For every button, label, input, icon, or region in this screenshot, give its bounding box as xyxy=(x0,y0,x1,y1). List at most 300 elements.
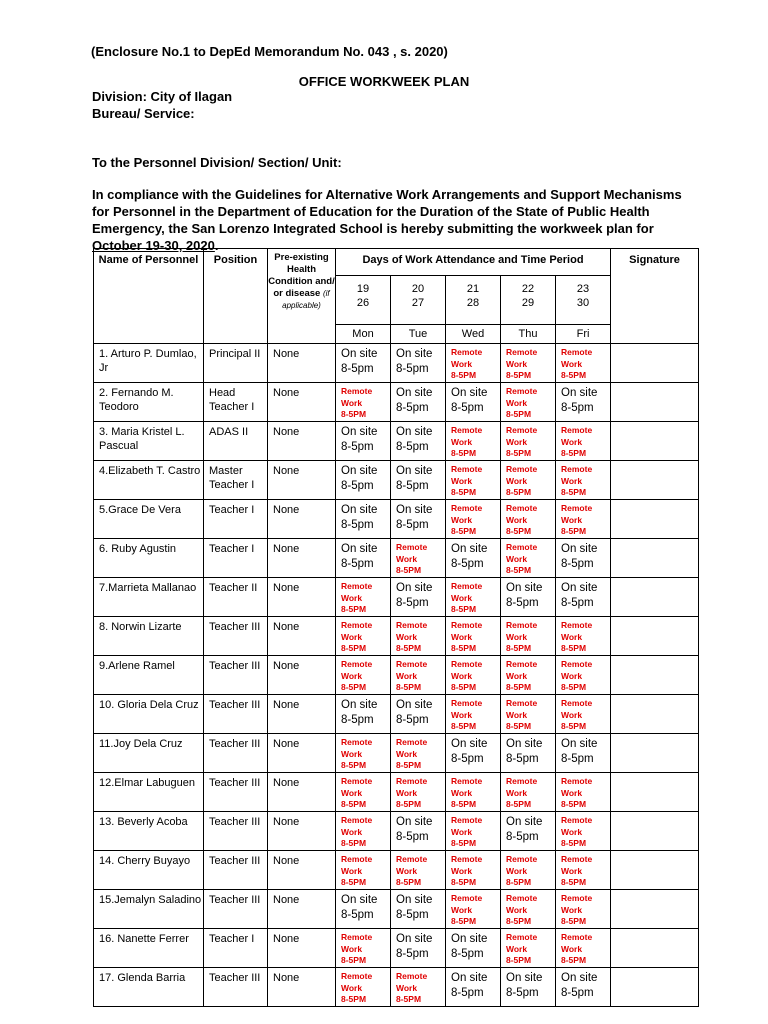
header-date-col-1 xyxy=(336,276,391,325)
remote-label: Remote xyxy=(451,620,483,630)
remote-label: Remote xyxy=(561,503,593,513)
attendance-remote-work xyxy=(336,617,391,656)
attendance-remote-work xyxy=(501,890,556,929)
health-condition: None xyxy=(268,617,336,656)
signature-cell xyxy=(611,773,699,812)
remote-hours: 8-5PM xyxy=(506,643,532,653)
remote-hours: 8-5PM xyxy=(341,994,367,1004)
attendance-on-site xyxy=(336,461,391,500)
remote-label: Remote xyxy=(451,698,483,708)
remote-work-label: Work xyxy=(341,865,363,876)
attendance-remote-work xyxy=(336,812,391,851)
attendance-remote-work xyxy=(556,461,611,500)
remote-hours: 8-5PM xyxy=(341,760,367,770)
remote-work-label: Work xyxy=(396,865,418,876)
remote-work-label: Work xyxy=(561,514,583,525)
attendance-remote-work xyxy=(446,344,501,383)
on-site-hours: 8-5pm xyxy=(396,597,429,609)
personnel-name: 9.Arlene Ramel xyxy=(94,656,204,695)
remote-hours: 8-5PM xyxy=(396,799,422,809)
personnel-position: Teacher III xyxy=(204,695,268,734)
remote-label: Remote xyxy=(506,659,538,669)
on-site-hours: 8-5pm xyxy=(396,402,429,414)
attendance-on-site xyxy=(391,344,446,383)
personnel-name: 14. Cherry Buyayo xyxy=(94,851,204,890)
personnel-position: ADAS II xyxy=(204,422,268,461)
remote-label: Remote xyxy=(561,464,593,474)
remote-work-label: Work xyxy=(396,631,418,642)
remote-work-label: Work xyxy=(396,553,418,564)
remote-work-label: Work xyxy=(451,904,473,915)
remote-work-label: Work xyxy=(341,787,363,798)
date-week-1: 22 xyxy=(521,283,535,295)
on-site-label: On site xyxy=(341,504,378,516)
attendance-on-site xyxy=(501,578,556,617)
signature-cell xyxy=(611,851,699,890)
personnel-position: Teacher III xyxy=(204,617,268,656)
personnel-name: 2. Fernando M. Teodoro xyxy=(94,383,204,422)
personnel-name: 4.Elizabeth T. Castro xyxy=(94,461,204,500)
remote-label: Remote xyxy=(341,815,373,825)
remote-label: Remote xyxy=(451,776,483,786)
on-site-label: On site xyxy=(396,894,433,906)
on-site-label: On site xyxy=(506,816,543,828)
attendance-remote-work xyxy=(391,539,446,578)
attendance-on-site xyxy=(391,383,446,422)
personnel-position: Teacher II xyxy=(204,578,268,617)
remote-hours: 8-5PM xyxy=(561,448,587,458)
attendance-on-site xyxy=(446,734,501,773)
attendance-remote-work xyxy=(336,968,391,1007)
on-site-hours: 8-5pm xyxy=(341,480,374,492)
attendance-remote-work xyxy=(556,812,611,851)
attendance-remote-work xyxy=(446,695,501,734)
remote-hours: 8-5PM xyxy=(451,682,477,692)
remote-work-label: Work xyxy=(506,865,528,876)
attendance-remote-work xyxy=(391,773,446,812)
remote-work-label: Work xyxy=(451,358,473,369)
remote-label: Remote xyxy=(341,386,373,396)
personnel-position: Master Teacher I xyxy=(204,461,268,500)
attendance-remote-work xyxy=(556,851,611,890)
remote-work-label: Work xyxy=(506,787,528,798)
remote-work-label: Work xyxy=(451,631,473,642)
on-site-hours: 8-5pm xyxy=(341,519,374,531)
signature-cell xyxy=(611,734,699,773)
health-condition: None xyxy=(268,461,336,500)
remote-work-label: Work xyxy=(451,592,473,603)
remote-label: Remote xyxy=(506,386,538,396)
remote-work-label: Work xyxy=(451,514,473,525)
remote-label: Remote xyxy=(506,347,538,357)
personnel-name: 13. Beverly Acoba xyxy=(94,812,204,851)
on-site-label: On site xyxy=(341,894,378,906)
attendance-remote-work xyxy=(336,851,391,890)
attendance-on-site xyxy=(446,383,501,422)
workweek-period: October 19-30, 2020 xyxy=(92,238,215,253)
personnel-position: Teacher III xyxy=(204,773,268,812)
remote-label: Remote xyxy=(341,854,373,864)
attendance-remote-work xyxy=(501,383,556,422)
remote-label: Remote xyxy=(561,425,593,435)
remote-label: Remote xyxy=(561,932,593,942)
remote-hours: 8-5PM xyxy=(506,526,532,536)
remote-work-label: Work xyxy=(341,670,363,681)
on-site-label: On site xyxy=(506,582,543,594)
on-site-hours: 8-5pm xyxy=(396,480,429,492)
on-site-hours: 8-5pm xyxy=(561,558,594,570)
attendance-remote-work xyxy=(391,968,446,1007)
attendance-on-site xyxy=(336,695,391,734)
on-site-label: On site xyxy=(451,738,488,750)
on-site-hours: 8-5pm xyxy=(341,714,374,726)
remote-work-label: Work xyxy=(451,865,473,876)
attendance-remote-work xyxy=(501,344,556,383)
on-site-label: On site xyxy=(451,387,488,399)
header-date-col-5 xyxy=(556,276,611,325)
remote-label: Remote xyxy=(451,464,483,474)
remote-label: Remote xyxy=(561,854,593,864)
attendance-on-site xyxy=(556,539,611,578)
personnel-name: 10. Gloria Dela Cruz xyxy=(94,695,204,734)
on-site-label: On site xyxy=(396,465,433,477)
personnel-name: 16. Nanette Ferrer xyxy=(94,929,204,968)
remote-hours: 8-5PM xyxy=(341,682,367,692)
remote-hours: 8-5PM xyxy=(341,955,367,965)
date-week-2: 26 xyxy=(356,297,370,309)
attendance-remote-work xyxy=(336,773,391,812)
remote-label: Remote xyxy=(396,737,428,747)
attendance-remote-work xyxy=(391,656,446,695)
attendance-remote-work xyxy=(556,344,611,383)
on-site-hours: 8-5pm xyxy=(341,441,374,453)
header-weekday-5: Fri xyxy=(556,325,611,344)
on-site-hours: 8-5pm xyxy=(506,753,539,765)
attendance-on-site xyxy=(501,812,556,851)
remote-label: Remote xyxy=(451,503,483,513)
remote-hours: 8-5PM xyxy=(341,877,367,887)
date-week-2: 27 xyxy=(411,297,425,309)
attendance-remote-work xyxy=(336,929,391,968)
on-site-hours: 8-5pm xyxy=(561,987,594,999)
header-date-col-4 xyxy=(501,276,556,325)
date-week-1: 23 xyxy=(576,283,590,295)
remote-work-label: Work xyxy=(396,670,418,681)
on-site-label: On site xyxy=(396,582,433,594)
table-row xyxy=(94,773,699,812)
attendance-remote-work xyxy=(446,422,501,461)
signature-cell xyxy=(611,812,699,851)
remote-label: Remote xyxy=(396,620,428,630)
remote-label: Remote xyxy=(506,620,538,630)
attendance-remote-work xyxy=(556,617,611,656)
remote-label: Remote xyxy=(341,971,373,981)
signature-cell xyxy=(611,929,699,968)
health-condition: None xyxy=(268,773,336,812)
attendance-remote-work xyxy=(336,383,391,422)
personnel-name: 12.Elmar Labuguen xyxy=(94,773,204,812)
remote-hours: 8-5PM xyxy=(451,370,477,380)
on-site-label: On site xyxy=(396,699,433,711)
personnel-position: Head Teacher I xyxy=(204,383,268,422)
on-site-label: On site xyxy=(396,426,433,438)
remote-hours: 8-5PM xyxy=(396,643,422,653)
on-site-label: On site xyxy=(451,972,488,984)
health-condition: None xyxy=(268,578,336,617)
remote-hours: 8-5PM xyxy=(396,994,422,1004)
attendance-remote-work xyxy=(501,773,556,812)
on-site-hours: 8-5pm xyxy=(506,987,539,999)
remote-work-label: Work xyxy=(341,631,363,642)
attendance-remote-work xyxy=(556,929,611,968)
on-site-label: On site xyxy=(451,543,488,555)
remote-label: Remote xyxy=(506,464,538,474)
health-condition: None xyxy=(268,890,336,929)
remote-hours: 8-5PM xyxy=(451,448,477,458)
signature-cell xyxy=(611,539,699,578)
remote-work-label: Work xyxy=(451,436,473,447)
remote-label: Remote xyxy=(451,347,483,357)
personnel-position: Teacher III xyxy=(204,851,268,890)
remote-work-label: Work xyxy=(341,592,363,603)
attendance-on-site xyxy=(556,383,611,422)
attendance-remote-work xyxy=(501,851,556,890)
remote-work-label: Work xyxy=(561,670,583,681)
personnel-position: Teacher I xyxy=(204,929,268,968)
remote-work-label: Work xyxy=(451,826,473,837)
header-weekday-4: Thu xyxy=(501,325,556,344)
remote-label: Remote xyxy=(396,854,428,864)
on-site-label: On site xyxy=(396,933,433,945)
remote-label: Remote xyxy=(561,893,593,903)
health-condition: None xyxy=(268,695,336,734)
on-site-hours: 8-5pm xyxy=(396,441,429,453)
remote-work-label: Work xyxy=(506,514,528,525)
attendance-on-site xyxy=(446,929,501,968)
on-site-hours: 8-5pm xyxy=(561,753,594,765)
personnel-position: Teacher III xyxy=(204,734,268,773)
paragraph-main-text: In compliance with the Guidelines for Alternative Work Arrangements and Support Mechanisms for Personnel in the Department of Education for the Duration of the State of Public Health Emergency, the San Lorenzo Integrated School is hereby submitting the workweek plan for xyxy=(92,187,682,236)
date-week-1: 21 xyxy=(466,283,480,295)
remote-hours: 8-5PM xyxy=(451,643,477,653)
attendance-on-site xyxy=(391,812,446,851)
attendance-remote-work xyxy=(336,578,391,617)
attendance-remote-work xyxy=(501,539,556,578)
remote-work-label: Work xyxy=(451,709,473,720)
remote-work-label: Work xyxy=(506,397,528,408)
attendance-remote-work xyxy=(446,773,501,812)
attendance-on-site xyxy=(501,734,556,773)
personnel-name: 15.Jemalyn Saladino xyxy=(94,890,204,929)
remote-label: Remote xyxy=(396,776,428,786)
remote-hours: 8-5PM xyxy=(451,877,477,887)
date-week-2: 29 xyxy=(521,297,535,309)
table-row xyxy=(94,500,699,539)
attendance-remote-work xyxy=(446,851,501,890)
remote-label: Remote xyxy=(561,776,593,786)
on-site-hours: 8-5pm xyxy=(341,363,374,375)
remote-hours: 8-5PM xyxy=(396,760,422,770)
remote-label: Remote xyxy=(341,932,373,942)
attendance-on-site xyxy=(556,578,611,617)
remote-hours: 8-5PM xyxy=(506,682,532,692)
remote-hours: 8-5PM xyxy=(341,799,367,809)
remote-work-label: Work xyxy=(506,943,528,954)
remote-work-label: Work xyxy=(561,904,583,915)
remote-label: Remote xyxy=(396,542,428,552)
remote-label: Remote xyxy=(341,776,373,786)
personnel-position: Teacher III xyxy=(204,968,268,1007)
remote-label: Remote xyxy=(506,542,538,552)
remote-work-label: Work xyxy=(506,553,528,564)
attendance-on-site xyxy=(391,500,446,539)
personnel-name: 1. Arturo P. Dumlao, Jr xyxy=(94,344,204,383)
signature-cell xyxy=(611,890,699,929)
remote-hours: 8-5PM xyxy=(561,643,587,653)
personnel-name: 17. Glenda Barria xyxy=(94,968,204,1007)
remote-hours: 8-5PM xyxy=(451,721,477,731)
remote-label: Remote xyxy=(506,893,538,903)
personnel-position: Teacher I xyxy=(204,539,268,578)
remote-hours: 8-5PM xyxy=(561,682,587,692)
on-site-label: On site xyxy=(341,699,378,711)
remote-hours: 8-5PM xyxy=(451,526,477,536)
remote-work-label: Work xyxy=(561,436,583,447)
remote-work-label: Work xyxy=(396,982,418,993)
personnel-name: 11.Joy Dela Cruz xyxy=(94,734,204,773)
attendance-remote-work xyxy=(556,500,611,539)
attendance-remote-work xyxy=(501,500,556,539)
remote-label: Remote xyxy=(506,503,538,513)
remote-hours: 8-5PM xyxy=(561,955,587,965)
remote-label: Remote xyxy=(506,932,538,942)
remote-hours: 8-5PM xyxy=(506,916,532,926)
table-row xyxy=(94,890,699,929)
header-weekday-2: Tue xyxy=(391,325,446,344)
remote-label: Remote xyxy=(561,659,593,669)
remote-hours: 8-5PM xyxy=(506,799,532,809)
attendance-on-site xyxy=(391,461,446,500)
on-site-hours: 8-5pm xyxy=(506,597,539,609)
remote-work-label: Work xyxy=(561,631,583,642)
on-site-label: On site xyxy=(561,543,598,555)
on-site-hours: 8-5pm xyxy=(396,909,429,921)
attendance-on-site xyxy=(391,929,446,968)
on-site-label: On site xyxy=(561,582,598,594)
attendance-remote-work xyxy=(501,656,556,695)
attendance-on-site xyxy=(336,500,391,539)
remote-hours: 8-5PM xyxy=(341,643,367,653)
on-site-label: On site xyxy=(341,348,378,360)
remote-hours: 8-5PM xyxy=(506,409,532,419)
table-row xyxy=(94,695,699,734)
remote-hours: 8-5PM xyxy=(396,877,422,887)
remote-hours: 8-5PM xyxy=(451,799,477,809)
attendance-remote-work xyxy=(501,695,556,734)
remote-work-label: Work xyxy=(396,787,418,798)
remote-work-label: Work xyxy=(561,826,583,837)
health-condition: None xyxy=(268,383,336,422)
on-site-label: On site xyxy=(396,387,433,399)
remote-work-label: Work xyxy=(341,397,363,408)
on-site-label: On site xyxy=(341,426,378,438)
health-condition: None xyxy=(268,500,336,539)
on-site-hours: 8-5pm xyxy=(451,753,484,765)
health-condition: None xyxy=(268,929,336,968)
date-week-1: 20 xyxy=(411,283,425,295)
signature-cell xyxy=(611,968,699,1007)
personnel-position: Teacher III xyxy=(204,812,268,851)
on-site-label: On site xyxy=(341,465,378,477)
remote-label: Remote xyxy=(451,893,483,903)
remote-label: Remote xyxy=(451,659,483,669)
table-row xyxy=(94,461,699,500)
remote-hours: 8-5PM xyxy=(341,604,367,614)
attendance-remote-work xyxy=(501,461,556,500)
table-row xyxy=(94,851,699,890)
health-condition: None xyxy=(268,812,336,851)
on-site-label: On site xyxy=(561,387,598,399)
remote-label: Remote xyxy=(451,425,483,435)
remote-work-label: Work xyxy=(341,943,363,954)
on-site-hours: 8-5pm xyxy=(341,909,374,921)
personnel-position: Teacher I xyxy=(204,500,268,539)
enclosure-reference: (Enclosure No.1 to DepEd Memorandum No. 043 , s. 2020) xyxy=(91,44,448,59)
remote-hours: 8-5PM xyxy=(506,955,532,965)
remote-hours: 8-5PM xyxy=(561,721,587,731)
remote-work-label: Work xyxy=(561,475,583,486)
remote-hours: 8-5PM xyxy=(451,487,477,497)
header-days-of-work: Days of Work Attendance and Time Period xyxy=(336,249,611,276)
remote-work-label: Work xyxy=(561,358,583,369)
remote-hours: 8-5PM xyxy=(561,799,587,809)
remote-hours: 8-5PM xyxy=(561,370,587,380)
attendance-remote-work xyxy=(446,461,501,500)
remote-work-label: Work xyxy=(451,670,473,681)
attendance-on-site xyxy=(391,578,446,617)
personnel-position: Principal II xyxy=(204,344,268,383)
remote-work-label: Work xyxy=(506,670,528,681)
signature-cell xyxy=(611,500,699,539)
signature-cell xyxy=(611,695,699,734)
remote-work-label: Work xyxy=(506,475,528,486)
header-health-condition-label: Pre-existing Health Condition and/ or disease xyxy=(268,252,335,299)
attendance-remote-work xyxy=(446,656,501,695)
attendance-on-site xyxy=(336,422,391,461)
remote-work-label: Work xyxy=(506,904,528,915)
signature-cell xyxy=(611,578,699,617)
attendance-on-site xyxy=(556,968,611,1007)
remote-work-label: Work xyxy=(506,436,528,447)
personnel-name: 6. Ruby Agustin xyxy=(94,539,204,578)
remote-hours: 8-5PM xyxy=(341,409,367,419)
remote-hours: 8-5PM xyxy=(451,604,477,614)
on-site-hours: 8-5pm xyxy=(396,363,429,375)
remote-label: Remote xyxy=(561,698,593,708)
on-site-hours: 8-5pm xyxy=(451,987,484,999)
remote-hours: 8-5PM xyxy=(506,877,532,887)
remote-hours: 8-5PM xyxy=(506,565,532,575)
remote-label: Remote xyxy=(341,581,373,591)
attendance-remote-work xyxy=(391,851,446,890)
table-row xyxy=(94,422,699,461)
on-site-label: On site xyxy=(451,933,488,945)
remote-work-label: Work xyxy=(561,787,583,798)
health-condition: None xyxy=(268,851,336,890)
division-line: Division: City of Ilagan xyxy=(92,89,233,104)
signature-cell xyxy=(611,656,699,695)
on-site-hours: 8-5pm xyxy=(451,948,484,960)
